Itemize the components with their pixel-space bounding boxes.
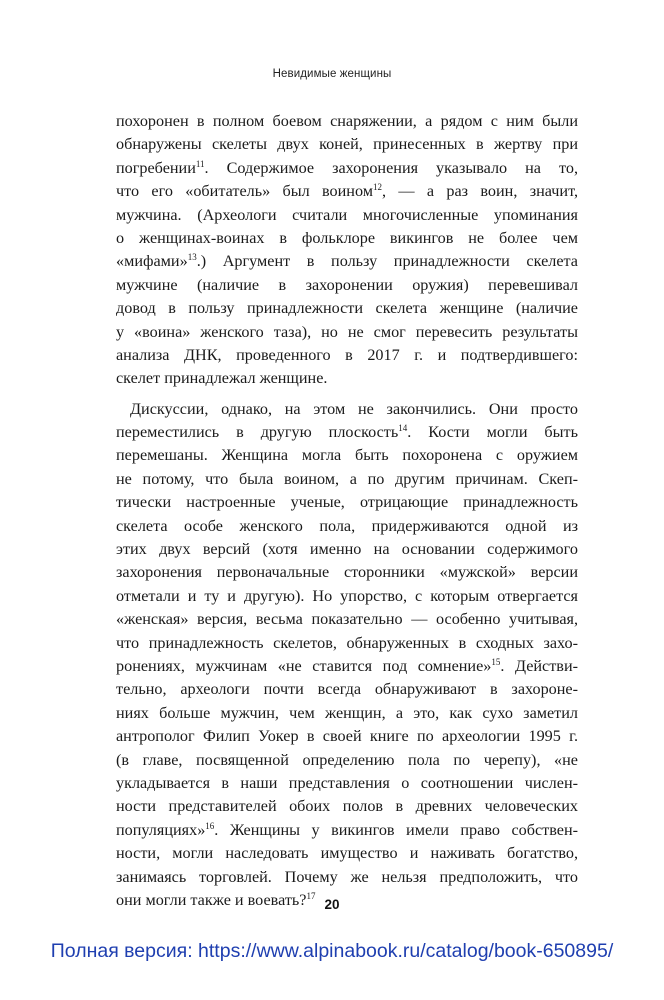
paragraph <box>116 398 578 913</box>
full-version-label[interactable]: Полная версия: <box>50 940 199 962</box>
text-line: они могли также и воевать?$^{17}$ <box>116 890 316 909</box>
text-line: Дискуссии, однако, на этом не закончились. Они просто <box>130 399 578 418</box>
text-line: анализа ДНК, проведенного в 2017 г. и подтвердившего: <box>116 345 578 364</box>
text-line: ности, могли наследовать имущество и наживать богатство, <box>116 844 578 863</box>
text-line: отметали и ту и другую). Но упорство, с которым отвергается <box>116 586 578 605</box>
text-line: укладывается в наши представления о соотношении числен- <box>116 773 578 792</box>
paragraph-gap <box>116 391 578 398</box>
text-line: ронениях, мужчинам «не ставится под сомнение»$^{15}$. Действи- <box>116 656 578 675</box>
text-line: переместились в другую плоскость$^{14}$. Кости могли быть <box>116 423 578 442</box>
text-line: этих двух версий (хотя именно на основании содержимого <box>116 540 578 559</box>
text-line: занимаясь торговлей. Почему же нельзя предположить, что <box>116 867 578 886</box>
text-line: ности представителей обоих полов в древних человеческих <box>116 797 578 816</box>
text-line: у «воина» женского таза), но не смог перевесить результаты <box>116 322 578 341</box>
text-line: что его «обитатель» был воином$^{12}$, — а раз воин, значит, <box>116 182 578 201</box>
body-text <box>116 110 578 912</box>
text-line: тически настроенные ученые, отрицающие принадлежность <box>116 493 578 512</box>
text-line: что принадлежность скелетов, обнаруженных в сходных захо- <box>116 633 578 652</box>
text-line: (в главе, посвященной определению пола по черепу), «не <box>116 750 578 769</box>
footnote-ref: 15 <box>491 656 501 667</box>
footnote-ref: 11 <box>195 158 205 169</box>
footnote-ref: 16 <box>205 820 215 831</box>
footnote-ref: 14 <box>398 423 408 434</box>
text-line: тельно, археологи почти всегда обнаруживают в захороне- <box>116 680 578 699</box>
text-line: перемешаны. Женщина могла быть похоронена с оружием <box>116 446 578 465</box>
text-line: захоронения первоначальные сторонники «мужской» версии <box>116 563 578 582</box>
full-version-link[interactable] <box>0 940 664 963</box>
text-line: ниях больше мужчин, чем женщин, а это, как сухо заметил <box>116 703 578 722</box>
paragraph <box>116 110 578 391</box>
text-line: о женщинах-воинах в фольклоре викингов не более чем <box>116 228 578 247</box>
text-line: популяциях»$^{16}$. Женщины у викингов имели право собствен- <box>116 820 578 839</box>
text-line: мужчине (наличие в захоронении оружия) перевешивал <box>116 275 578 294</box>
running-head: Невидимые женщины <box>272 68 392 80</box>
text-line: довод в пользу принадлежности скелета женщине (наличие <box>116 299 578 318</box>
text-line: скелета особе женского пола, придерживаются одной из <box>116 516 578 535</box>
footnote-ref: 17 <box>306 890 316 901</box>
text-line: «женская» версия, весьма показательно — особенно учитывая, <box>116 610 578 629</box>
text-line: мужчина. (Археологи считали многочисленные упоминания <box>116 205 578 224</box>
text-line: похоронен в полном боевом снаряжении, а рядом с ним были <box>116 112 578 130</box>
text-line: антрополог Филип Уокер в своей книге по археологии 1995 г. <box>116 727 578 746</box>
footnote-ref: 13 <box>187 252 197 263</box>
text-line: обнаружены скелеты двух коней, принесенных в жертву при <box>116 135 578 154</box>
page-number: 20 <box>324 897 340 912</box>
footnote-ref: 12 <box>373 182 382 193</box>
text-line: погребении$^{11}$. Содержимое захоронения указывало на то, <box>116 158 578 177</box>
text-line: «мифами»$^{13}$.) Аргумент в пользу принадлежности скелета <box>116 252 578 271</box>
full-version-url[interactable]: https://www.alpinabook.ru/catalog/book-650895/ <box>198 940 614 962</box>
text-line: скелет принадлежал женщине. <box>116 369 328 388</box>
text-line: не потому, что была воином, а по другим причинам. Скеп- <box>116 469 578 488</box>
